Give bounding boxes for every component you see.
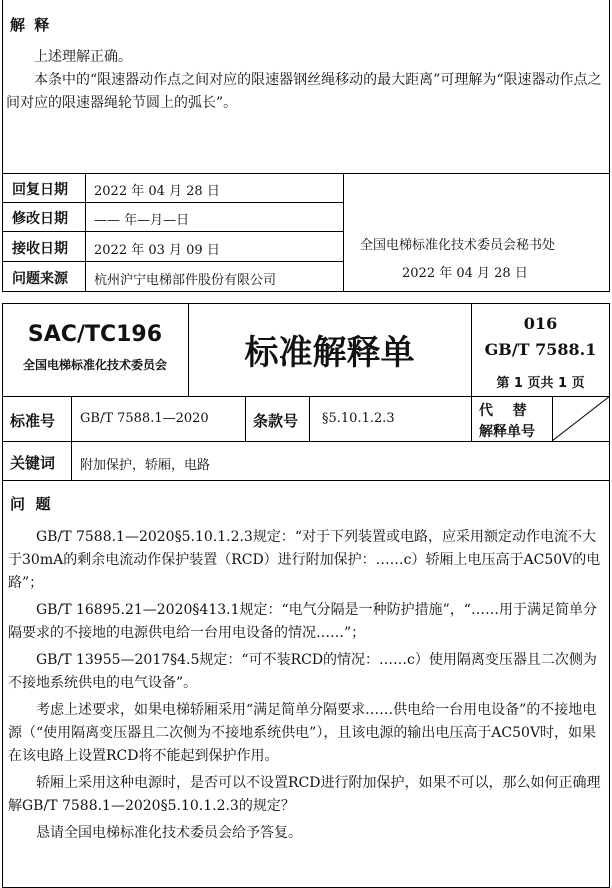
question-paragraph: GB/T 7588.1—2020§5.10.1.2.3规定：“对于下列装置或电路，应采用额定动作电流不大于30mA的剩余电流动作保护装置（RCD）进行附加保护：……c）轿厢上电压高于AC50V的电路”； — [8, 529, 601, 591]
clause-label: 条款号 — [253, 412, 299, 430]
committee-code: SAC/TC196 — [27, 322, 163, 347]
receive-date-value: 2022 年 03 月 09 日 — [94, 243, 220, 258]
signature-date: 2022 年 04 月 28 日 — [402, 266, 528, 281]
divider — [71, 396, 72, 480]
question-text — [8, 526, 606, 845]
question-heading: 问 题 — [10, 495, 51, 513]
divider — [2, 396, 610, 397]
form-number: 016 — [523, 314, 558, 333]
question-paragraph: GB/T 13955—2017§4.5规定：“可不装RCD的情况：……c）使用隔离变压器且二次侧为不接地系统供电的电气设备”。 — [8, 652, 597, 691]
answer-text — [6, 46, 606, 115]
empty-cell-slash — [552, 396, 610, 441]
source-label: 问题来源 — [12, 271, 68, 287]
form-title: 标准解释单 — [244, 333, 415, 373]
question-paragraph: 考虑上述要求，如果电梯轿厢采用“满足简单分隔要求……供电给一台用电设备”的不接地电源（“使用隔离变压器且二次侧为不接地系统供电”），且该电源的输出电压高于AC50V时，如果在该电路上设置RCD将不能起到保护作用。 — [8, 702, 597, 764]
divider — [85, 173, 86, 292]
divider — [2, 441, 610, 442]
modify-date-value: —— 年—月—日 — [94, 213, 190, 228]
standard-short: GB/T 7588.1 — [484, 340, 597, 359]
replace-label-2: 解释单号 — [479, 424, 535, 440]
divider — [2, 261, 344, 262]
question-paragraph: 轿厢上采用这种电源时，是否可以不设置RCD进行附加保护，如果不可以，那么如何正确理解GB/T 7588.1—2020§5.10.1.2.3的规定？ — [8, 775, 601, 814]
replace-label: 代 替 — [479, 403, 527, 419]
committee-name: 全国电梯标准化技术委员会 — [22, 358, 167, 372]
question-paragraph: GB/T 16895.21—2020§413.1规定：“电气分隔是一种防护措施”，“……用于满足简单分隔要求的不接地的电源供电给一台用电设备的情况……”； — [8, 602, 597, 641]
answer-paragraph: 上述理解正确。 — [34, 49, 132, 65]
source-value: 杭州沪宁电梯部件股份有限公司 — [94, 273, 277, 288]
signature-org: 全国电梯标准化技术委员会秘书处 — [360, 238, 556, 253]
clause-value: §5.10.1.2.3 — [322, 411, 395, 426]
divider — [309, 396, 310, 441]
divider — [2, 173, 610, 174]
answer-heading: 解 释 — [10, 16, 52, 34]
divider — [2, 480, 610, 481]
answer-paragraph: 本条中的“限速器动作点之间对应的限速器钢丝绳移动的最大距离”可理解为“限速器动作点之间对应的限速器绳轮节圆上的弧长”。 — [6, 72, 602, 111]
modify-date-label: 修改日期 — [12, 211, 68, 227]
reply-date-value: 2022 年 04 月 28 日 — [94, 184, 220, 199]
divider — [245, 396, 246, 441]
std-no-value: GB/T 7588.1—2020 — [80, 411, 209, 426]
keyword-value: 附加保护，轿厢，电路 — [80, 458, 211, 473]
receive-date-label: 接收日期 — [12, 241, 68, 257]
divider — [2, 231, 344, 232]
question-paragraph: 恳请全国电梯标准化技术委员会给予答复。 — [36, 825, 302, 841]
divider — [343, 173, 344, 292]
std-no-label: 标准号 — [10, 412, 56, 430]
page-info: 第 1 页共 1 页 — [496, 376, 585, 391]
keyword-label: 关键词 — [10, 454, 56, 472]
reply-date-label: 回复日期 — [12, 182, 68, 198]
divider — [2, 202, 344, 203]
